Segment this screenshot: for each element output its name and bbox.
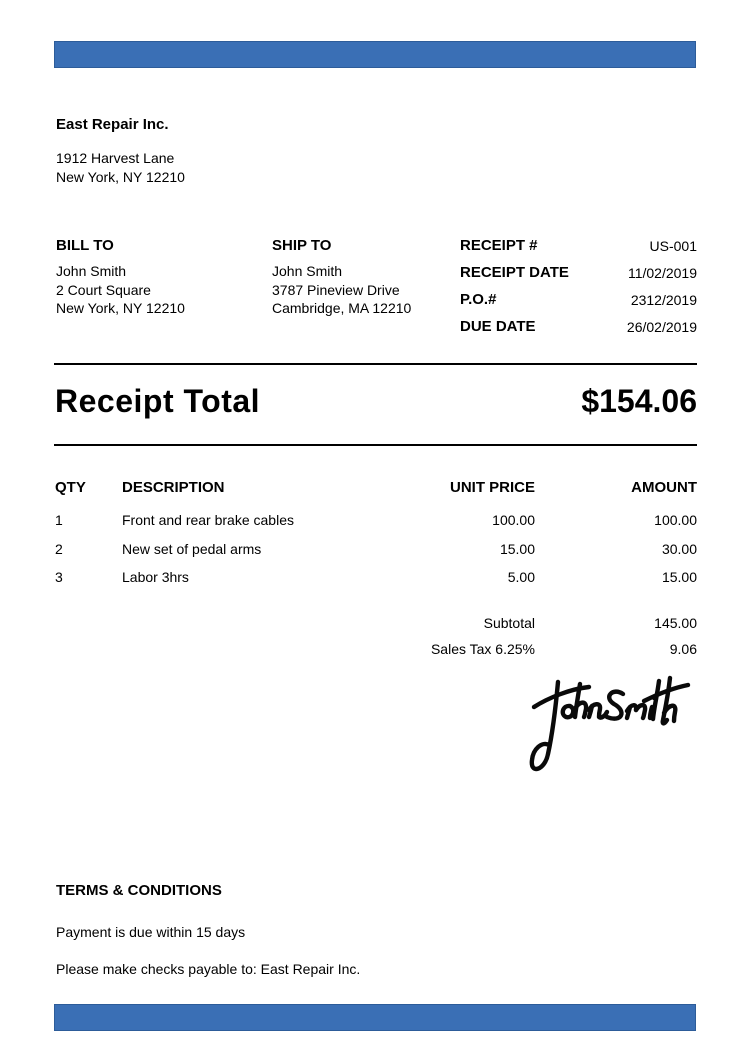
bill-to-city: New York, NY 12210 bbox=[56, 300, 185, 316]
terms-heading: TERMS & CONDITIONS bbox=[56, 882, 222, 899]
top-accent-bar bbox=[54, 41, 696, 68]
ship-to-name: John Smith bbox=[272, 263, 343, 279]
due-date-label: DUE DATE bbox=[460, 318, 536, 335]
po-number-value: 2312/2019 bbox=[630, 292, 697, 308]
company-name: East Repair Inc. bbox=[56, 116, 169, 133]
signature bbox=[518, 656, 718, 791]
item-qty: 2 bbox=[55, 541, 63, 557]
terms-line-checks: Please make checks payable to: East Repair Inc. bbox=[56, 961, 361, 977]
bill-to-name: John Smith bbox=[56, 263, 127, 279]
bill-to-street: 2 Court Square bbox=[56, 282, 151, 298]
subtotal-value: 145.00 bbox=[654, 615, 697, 631]
po-number-label: P.O.# bbox=[460, 291, 497, 308]
sales-tax-label: Sales Tax 6.25% bbox=[430, 641, 535, 657]
company-address-line2: New York, NY 12210 bbox=[56, 169, 185, 185]
bill-to-heading: BILL TO bbox=[56, 237, 114, 254]
item-qty: 3 bbox=[55, 569, 63, 585]
item-amount: 15.00 bbox=[661, 569, 697, 585]
divider-above-total bbox=[54, 363, 697, 365]
item-amount: 100.00 bbox=[654, 512, 697, 528]
ship-to-heading: SHIP TO bbox=[272, 237, 332, 254]
bottom-accent-bar bbox=[54, 1004, 696, 1031]
table-header-qty: QTY bbox=[55, 479, 86, 496]
receipt-total-label: Receipt Total bbox=[55, 383, 261, 419]
item-amount: 30.00 bbox=[661, 541, 697, 557]
subtotal-label: Subtotal bbox=[483, 615, 535, 631]
ship-to-city: Cambridge, MA 12210 bbox=[272, 300, 412, 316]
item-description: Labor 3hrs bbox=[122, 569, 189, 585]
item-unit-price: 100.00 bbox=[492, 512, 535, 528]
due-date-value: 26/02/2019 bbox=[626, 319, 697, 335]
ship-to-street: 3787 Pineview Drive bbox=[272, 282, 400, 298]
receipt-number-label: RECEIPT # bbox=[460, 237, 538, 254]
receipt-total-amount: $154.06 bbox=[581, 383, 697, 419]
signature-drawing bbox=[518, 656, 718, 791]
receipt-number-value: US-001 bbox=[649, 238, 697, 254]
company-address-line1: 1912 Harvest Lane bbox=[56, 150, 175, 166]
receipt-date-value: 11/02/2019 bbox=[627, 265, 697, 281]
divider-below-total bbox=[54, 444, 697, 446]
item-unit-price: 5.00 bbox=[507, 569, 535, 585]
table-header-amount: AMOUNT bbox=[631, 479, 697, 496]
receipt-date-label: RECEIPT DATE bbox=[460, 264, 569, 281]
item-description: Front and rear brake cables bbox=[122, 512, 294, 528]
item-unit-price: 15.00 bbox=[499, 541, 535, 557]
item-description: New set of pedal arms bbox=[122, 541, 262, 557]
table-header-description: DESCRIPTION bbox=[122, 479, 225, 496]
item-qty: 1 bbox=[55, 512, 63, 528]
sales-tax-value: 9.06 bbox=[669, 641, 697, 657]
terms-line-payment: Payment is due within 15 days bbox=[56, 924, 246, 940]
table-header-unit-price: UNIT PRICE bbox=[449, 479, 535, 496]
